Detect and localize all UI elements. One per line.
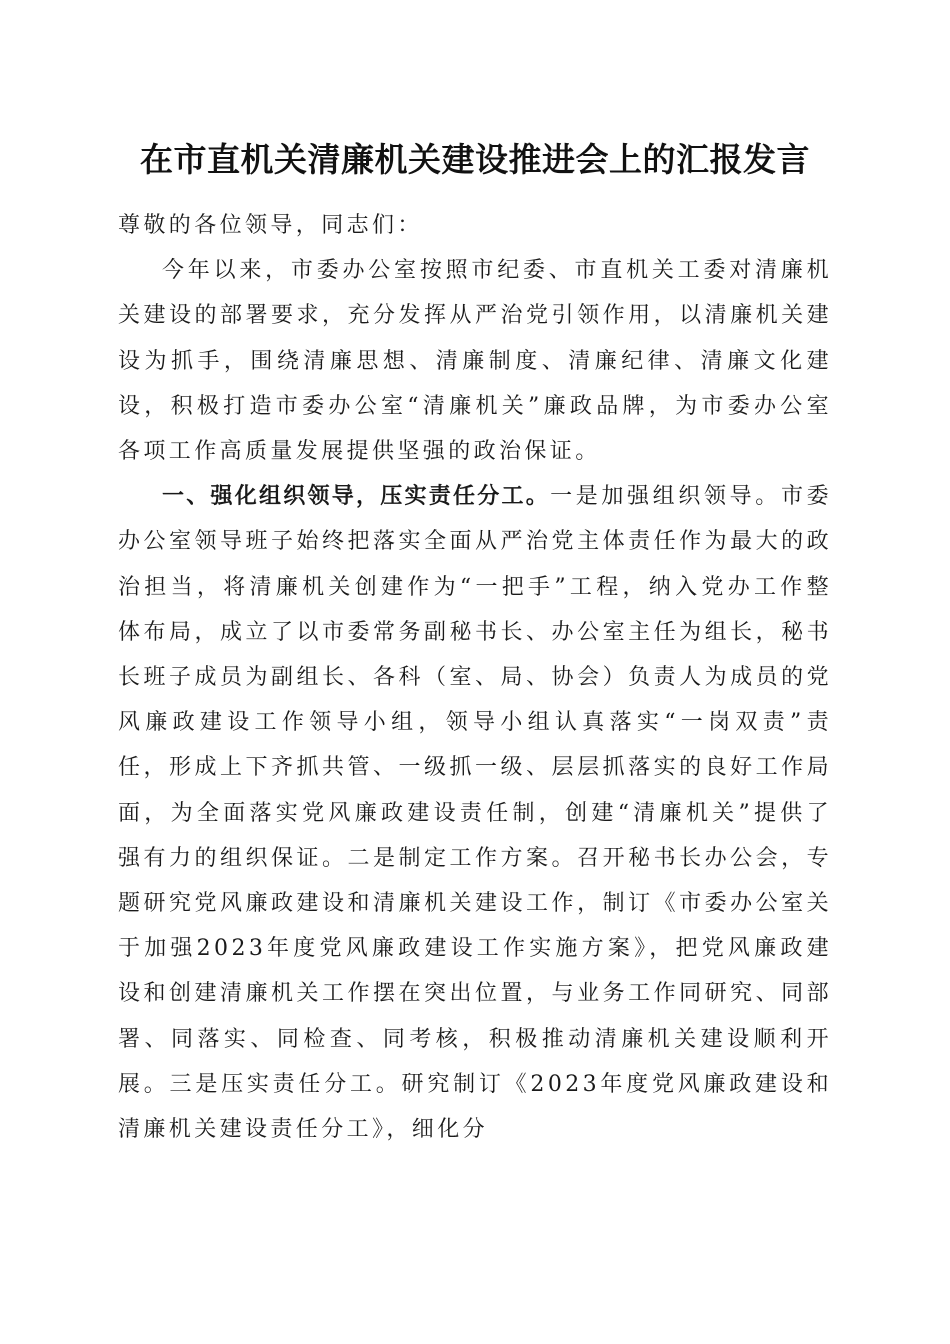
document-body xyxy=(118,203,832,1152)
salutation: 尊敬的各位领导，同志们： xyxy=(118,213,423,238)
document-title: 在市直机关清廉机关建设推进会上的汇报发言 xyxy=(140,140,810,179)
paragraph-intro xyxy=(118,248,832,474)
section-one-text: 一是加强组织领导。市委办公室领导班子始终把落实全面从严治党主体责任作为最大的政治担当，将清廉机关创建作为“一把手”工程，纳入党办工作整体布局，成立了以市委常务副秘书长、办公室主任为组长，秘书长班子成员为副组长、各科（室、局、协会）负责人为成员的党风廉政建设工作领导小组，领导小组认真落实“一岗双责”责任，形成上下齐抓共管、一级抓一级、层层抓落实的良好工作局面，为全面落实党风廉政建设责任制，创建“清廉机关”提供了强有力的组织保证。二是制定工作方案。召开秘书长办公会，专题研究党风廉政建设和清廉机关建设工作，制订《市委办公室关于加强2023年度党风廉政建设工作实施方案》，把党风廉政建设和创建清廉机关工作摆在突出位置，与业务工作同研究、同部署、同落实、同检查、同考核，积极推动清廉机关建设顺利开展。三是压实责任分工。研究制订《2023年度党风廉政建设和清廉机关建设责任分工》，细化分 xyxy=(118,484,832,1143)
section-one-heading: 一、强化组织领导，压实责任分工。 xyxy=(162,484,551,510)
paragraph-intro-text: 今年以来，市委办公室按照市纪委、市直机关工委对清廉机关建设的部署要求，充分发挥从严治党引领作用，以清廉机关建设为抓手，围绕清廉思想、清廉制度、清廉纪律、清廉文化建设，积极打造市委办公室“清廉机关”廉政品牌，为市委办公室各项工作高质量发展提供坚强的政治保证。 xyxy=(118,258,832,465)
paragraph-section-one xyxy=(118,474,832,1152)
